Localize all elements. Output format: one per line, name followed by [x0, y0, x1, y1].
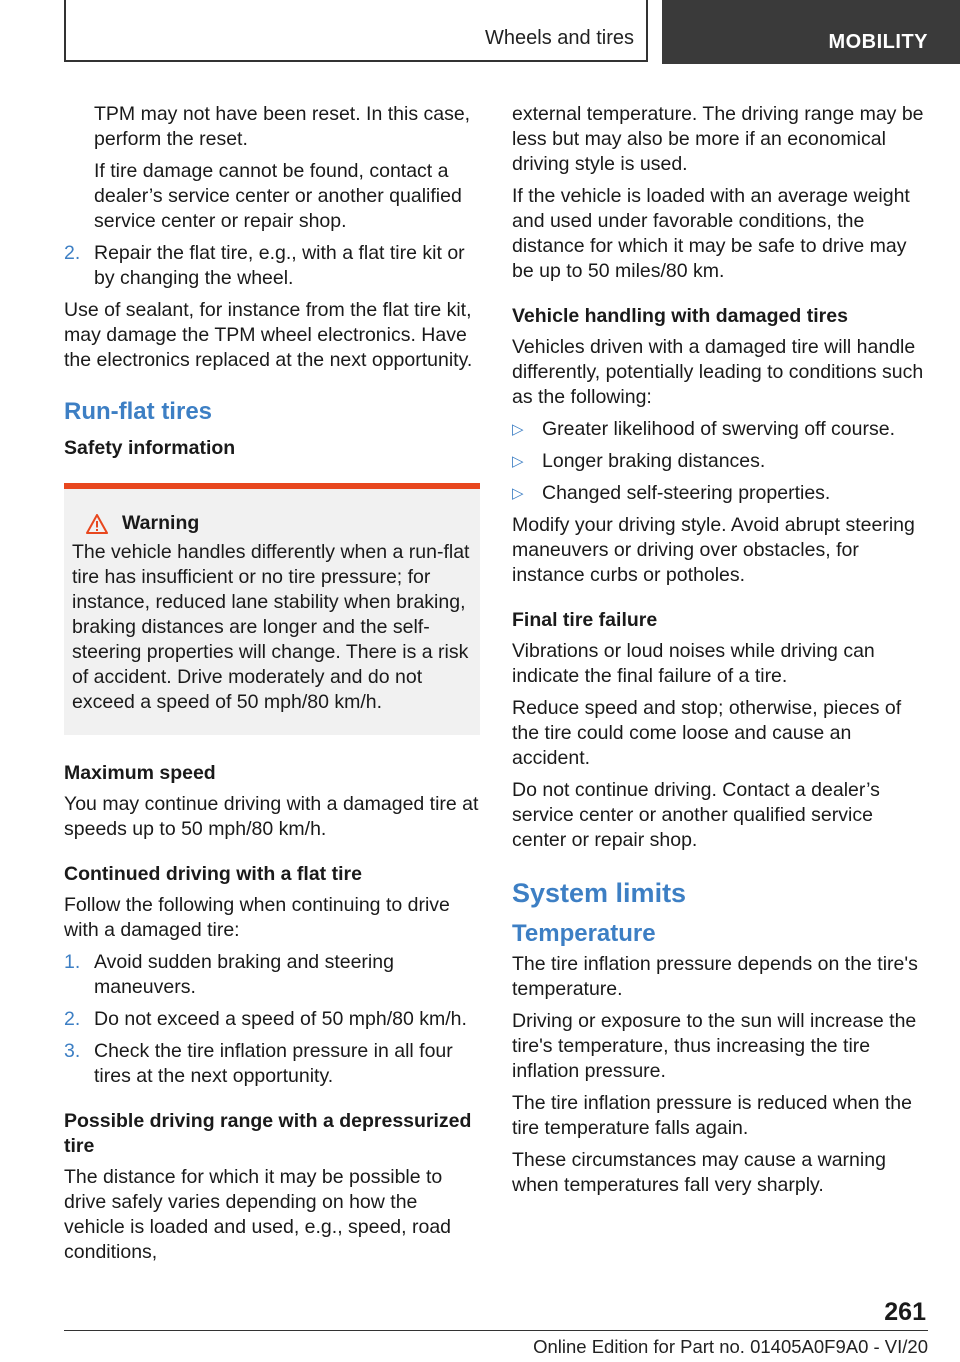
warning-title: [72, 511, 472, 536]
step-number: 3.: [64, 1040, 81, 1062]
bullet-triangle-icon: ▷: [512, 453, 524, 470]
step-item: [64, 241, 480, 291]
heading-temperature: Temperature: [512, 920, 656, 947]
step-number: 1.: [64, 951, 81, 973]
heading-continued-driving: Continued driving with a flat tire: [64, 863, 362, 885]
warning-triangle-icon: [86, 514, 108, 534]
step-text: Check the tire inflation pressure in all four tires at the next opportunity.: [94, 1040, 453, 1087]
bullet-triangle-icon: ▷: [512, 485, 524, 502]
right-column: [512, 102, 928, 1205]
paragraph: Vibrations or loud noises while driving can indicate the final failure of a tire.: [512, 640, 875, 687]
header-chapter-tab: [662, 0, 960, 64]
paragraph: The tire inflation pressure depends on the tire's temperature.: [512, 953, 918, 1000]
bullet-item: [512, 481, 928, 506]
step-item: [64, 950, 480, 1000]
paragraph: These circumstances may cause a warning when temperatures fall very sharply.: [512, 1149, 886, 1196]
heading-final-tire-failure: Final tire failure: [512, 609, 658, 631]
heading-system-limits: System limits: [512, 878, 687, 908]
paragraph: Follow the following when continuing to drive with a damaged tire:: [64, 894, 450, 941]
bullet-item: [512, 417, 928, 442]
heading-run-flat-tires: Run-flat tires: [64, 398, 213, 425]
warning-text: The vehicle handles differently when a run-flat tire has insufficient or no tire pressure; for instance, reduced lane stability when braking, braking distances are longer and the self-steering properties will change. There is a risk of accident. Drive moderately and do not exceed a speed of 50 mph/80 km/h.: [72, 541, 470, 713]
heading-maximum-speed: Maximum speed: [64, 762, 216, 784]
heading-driving-range: Possible driving range with a depressurized tire: [64, 1110, 472, 1157]
left-column: [64, 102, 480, 1272]
paragraph: If the vehicle is loaded with an average weight and used under favorable conditions, the distance for which it may be safe to drive may be up to 50 miles/80 km.: [512, 185, 910, 282]
step-text: Avoid sudden braking and steering maneuvers.: [94, 951, 394, 998]
bullet-triangle-icon: ▷: [512, 421, 524, 438]
paragraph: The tire inflation pressure is reduced when the tire temperature falls again.: [512, 1092, 912, 1139]
paragraph: Modify your driving style. Avoid abrupt steering maneuvers or driving over obstacles, for instance curbs or potholes.: [512, 514, 915, 586]
paragraph: TPM may not have been reset. In this case, perform the reset.: [94, 103, 471, 150]
heading-vehicle-handling: Vehicle handling with damaged tires: [512, 305, 848, 327]
bullet-item: [512, 449, 928, 474]
step-text: Do not exceed a speed of 50 mph/80 km/h.: [94, 1008, 467, 1030]
paragraph: The distance for which it may be possible to drive safely varies depending on how the vehicle is loaded and used, e.g., speed, road conditions,: [64, 1166, 452, 1263]
paragraph: Do not continue driving. Contact a dealer’s service center or another qualified service center or repair shop.: [512, 779, 880, 851]
bullet-text: Greater likelihood of swerving off course.: [542, 418, 895, 440]
step-text: Repair the flat tire, e.g., with a flat tire kit or by changing the wheel.: [94, 242, 465, 289]
step-number: 2.: [64, 242, 81, 264]
paragraph: external temperature. The driving range may be less but may also be more if an economical driving style is used.: [512, 103, 924, 175]
footer-divider: [64, 1330, 928, 1331]
heading-safety-information: Safety information: [64, 437, 236, 459]
section-title: Wheels and tires: [485, 27, 634, 49]
paragraph: Use of sealant, for instance from the flat tire kit, may damage the TPM wheel electronics. Have the electronics replaced at the next opportunity.: [64, 299, 473, 371]
warning-box: [64, 483, 480, 735]
paragraph: If tire damage cannot be found, contact a dealer’s service center or another qualified service center or repair shop.: [94, 160, 462, 232]
paragraph: Vehicles driven with a damaged tire will handle differently, potentially leading to conditions such as the following:: [512, 336, 924, 408]
step-number: 2.: [64, 1008, 81, 1030]
bullet-text: Changed self-steering properties.: [542, 482, 831, 504]
footer-edition: Online Edition for Part no. 01405A0F9A0 - VI/20: [533, 1336, 928, 1357]
header-section-tab: [64, 0, 648, 62]
warning-title-text: Warning: [122, 512, 200, 534]
step-item: [64, 1039, 480, 1089]
paragraph: Reduce speed and stop; otherwise, pieces of the tire could come loose and cause an accident.: [512, 697, 902, 769]
step-item: [64, 1007, 480, 1032]
chapter-title: MOBILITY: [828, 31, 928, 53]
page-number: 261: [884, 1298, 926, 1326]
paragraph: You may continue driving with a damaged tire at speeds up to 50 mph/80 km/h.: [64, 793, 479, 840]
bullet-text: Longer braking distances.: [542, 450, 766, 472]
paragraph: Driving or exposure to the sun will increase the tire's temperature, thus increasing the tire inflation pressure.: [512, 1010, 917, 1082]
